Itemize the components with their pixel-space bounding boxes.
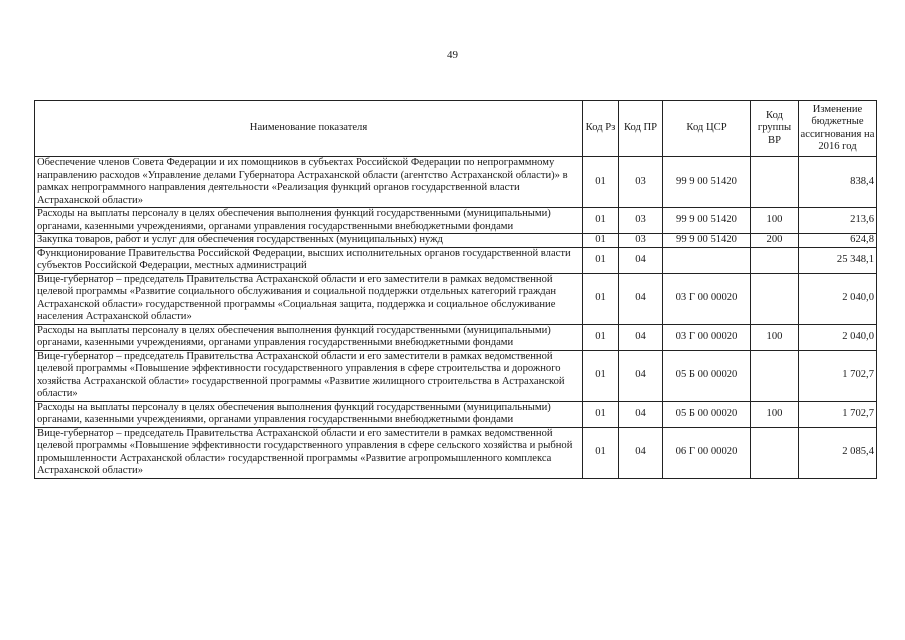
cell-name: Вице-губернатор – председатель Правительства Астраханской области и его заместители в рамках ведомственной целевой программы «Развитие социального обслуживания и социальной поддержки отдельных категорий граждан Астраханской области» государственной программы «Социальная защита, поддержка и социальное обслуживание населения Астраханской области» [35,273,583,324]
page-number: 49 [447,49,458,61]
table-row [35,324,877,350]
cell-sum: 25 348,1 [799,247,877,273]
cell-name: Расходы на выплаты персоналу в целях обеспечения выполнения функций государственными (муниципальными) органами, казенными учреждениями, органами управления государственными внебюджетными фондами [35,324,583,350]
cell-vr: 100 [751,401,799,427]
cell-rz: 01 [583,208,619,234]
cell-pr: 04 [619,427,663,478]
cell-rz: 01 [583,234,619,248]
header-rz: Код Рз [583,101,619,157]
cell-csr: 99 9 00 51420 [663,157,751,208]
cell-name: Вице-губернатор – председатель Правительства Астраханской области и его заместители в рамках ведомственной целевой программы «Повышение эффективности государственного управления в сфере строительства и дорожного хозяйства Астраханской области» государственной программы «Развитие жилищного строительства в Астраханской области» [35,350,583,401]
cell-name: Функционирование Правительства Российской Федерации, высших исполнительных органов государственной власти субъектов Российской Федерации, местных администраций [35,247,583,273]
budget-table [34,100,877,479]
cell-sum: 213,6 [799,208,877,234]
header-name: Наименование показателя [35,101,583,157]
table-row [35,427,877,478]
cell-csr: 99 9 00 51420 [663,234,751,248]
cell-name: Расходы на выплаты персоналу в целях обеспечения выполнения функций государственными (муниципальными) органами, казенными учреждениями, органами управления государственными внебюджетными фондами [35,401,583,427]
cell-sum: 2 040,0 [799,273,877,324]
table-header [35,101,877,157]
cell-pr: 03 [619,208,663,234]
cell-csr [663,247,751,273]
table-row [35,401,877,427]
cell-name: Закупка товаров, работ и услуг для обеспечения государственных (муниципальных) нужд [35,234,583,248]
cell-csr: 99 9 00 51420 [663,208,751,234]
cell-pr: 04 [619,273,663,324]
cell-vr [751,427,799,478]
cell-name: Вице-губернатор – председатель Правительства Астраханской области и его заместители в рамках ведомственной целевой программы «Повышение эффективности государственного управления в сфере сельского хозяйства и рыбной промышленности Астраханской области» государственной программы «Развитие агропромышленного комплекса Астраханской области» [35,427,583,478]
table-body [35,157,877,479]
cell-vr: 100 [751,208,799,234]
cell-rz: 01 [583,401,619,427]
cell-pr: 04 [619,324,663,350]
cell-csr: 03 Г 00 00020 [663,324,751,350]
cell-sum: 2 040,0 [799,324,877,350]
table-row [35,247,877,273]
cell-sum: 838,4 [799,157,877,208]
cell-pr: 04 [619,401,663,427]
cell-rz: 01 [583,350,619,401]
header-pr: Код ПР [619,101,663,157]
cell-pr: 03 [619,157,663,208]
header-csr: Код ЦСР [663,101,751,157]
cell-rz: 01 [583,273,619,324]
cell-vr [751,247,799,273]
cell-sum: 1 702,7 [799,401,877,427]
cell-rz: 01 [583,247,619,273]
table-row [35,208,877,234]
header-sum: Изменение бюджетные ассигнования на 2016 год [799,101,877,157]
cell-rz: 01 [583,324,619,350]
cell-vr: 100 [751,324,799,350]
cell-name: Обеспечение членов Совета Федерации и их помощников в субъектах Российской Федерации по непрограммному направлению расходов «Управление делами Губернатора Астраханской области (агентство Астраханской области)» в рамках непрограммного направления деятельности «Реализация функций органов государственной власти Астраханской области» [35,157,583,208]
cell-rz: 01 [583,157,619,208]
cell-pr: 04 [619,247,663,273]
table-row [35,157,877,208]
cell-pr: 04 [619,350,663,401]
cell-sum: 1 702,7 [799,350,877,401]
table-row [35,273,877,324]
table-row [35,350,877,401]
cell-csr: 05 Б 00 00020 [663,401,751,427]
table-row [35,234,877,248]
cell-vr [751,273,799,324]
cell-name: Расходы на выплаты персоналу в целях обеспечения выполнения функций государственными (муниципальными) органами, казенными учреждениями, органами управления государственными внебюджетными фондами [35,208,583,234]
cell-csr: 06 Г 00 00020 [663,427,751,478]
cell-csr: 03 Г 00 00020 [663,273,751,324]
cell-vr: 200 [751,234,799,248]
header-row [35,101,877,157]
header-vr: Код группы ВР [751,101,799,157]
cell-sum: 2 085,4 [799,427,877,478]
cell-rz: 01 [583,427,619,478]
cell-sum: 624,8 [799,234,877,248]
cell-pr: 03 [619,234,663,248]
cell-vr [751,350,799,401]
cell-vr [751,157,799,208]
cell-csr: 05 Б 00 00020 [663,350,751,401]
